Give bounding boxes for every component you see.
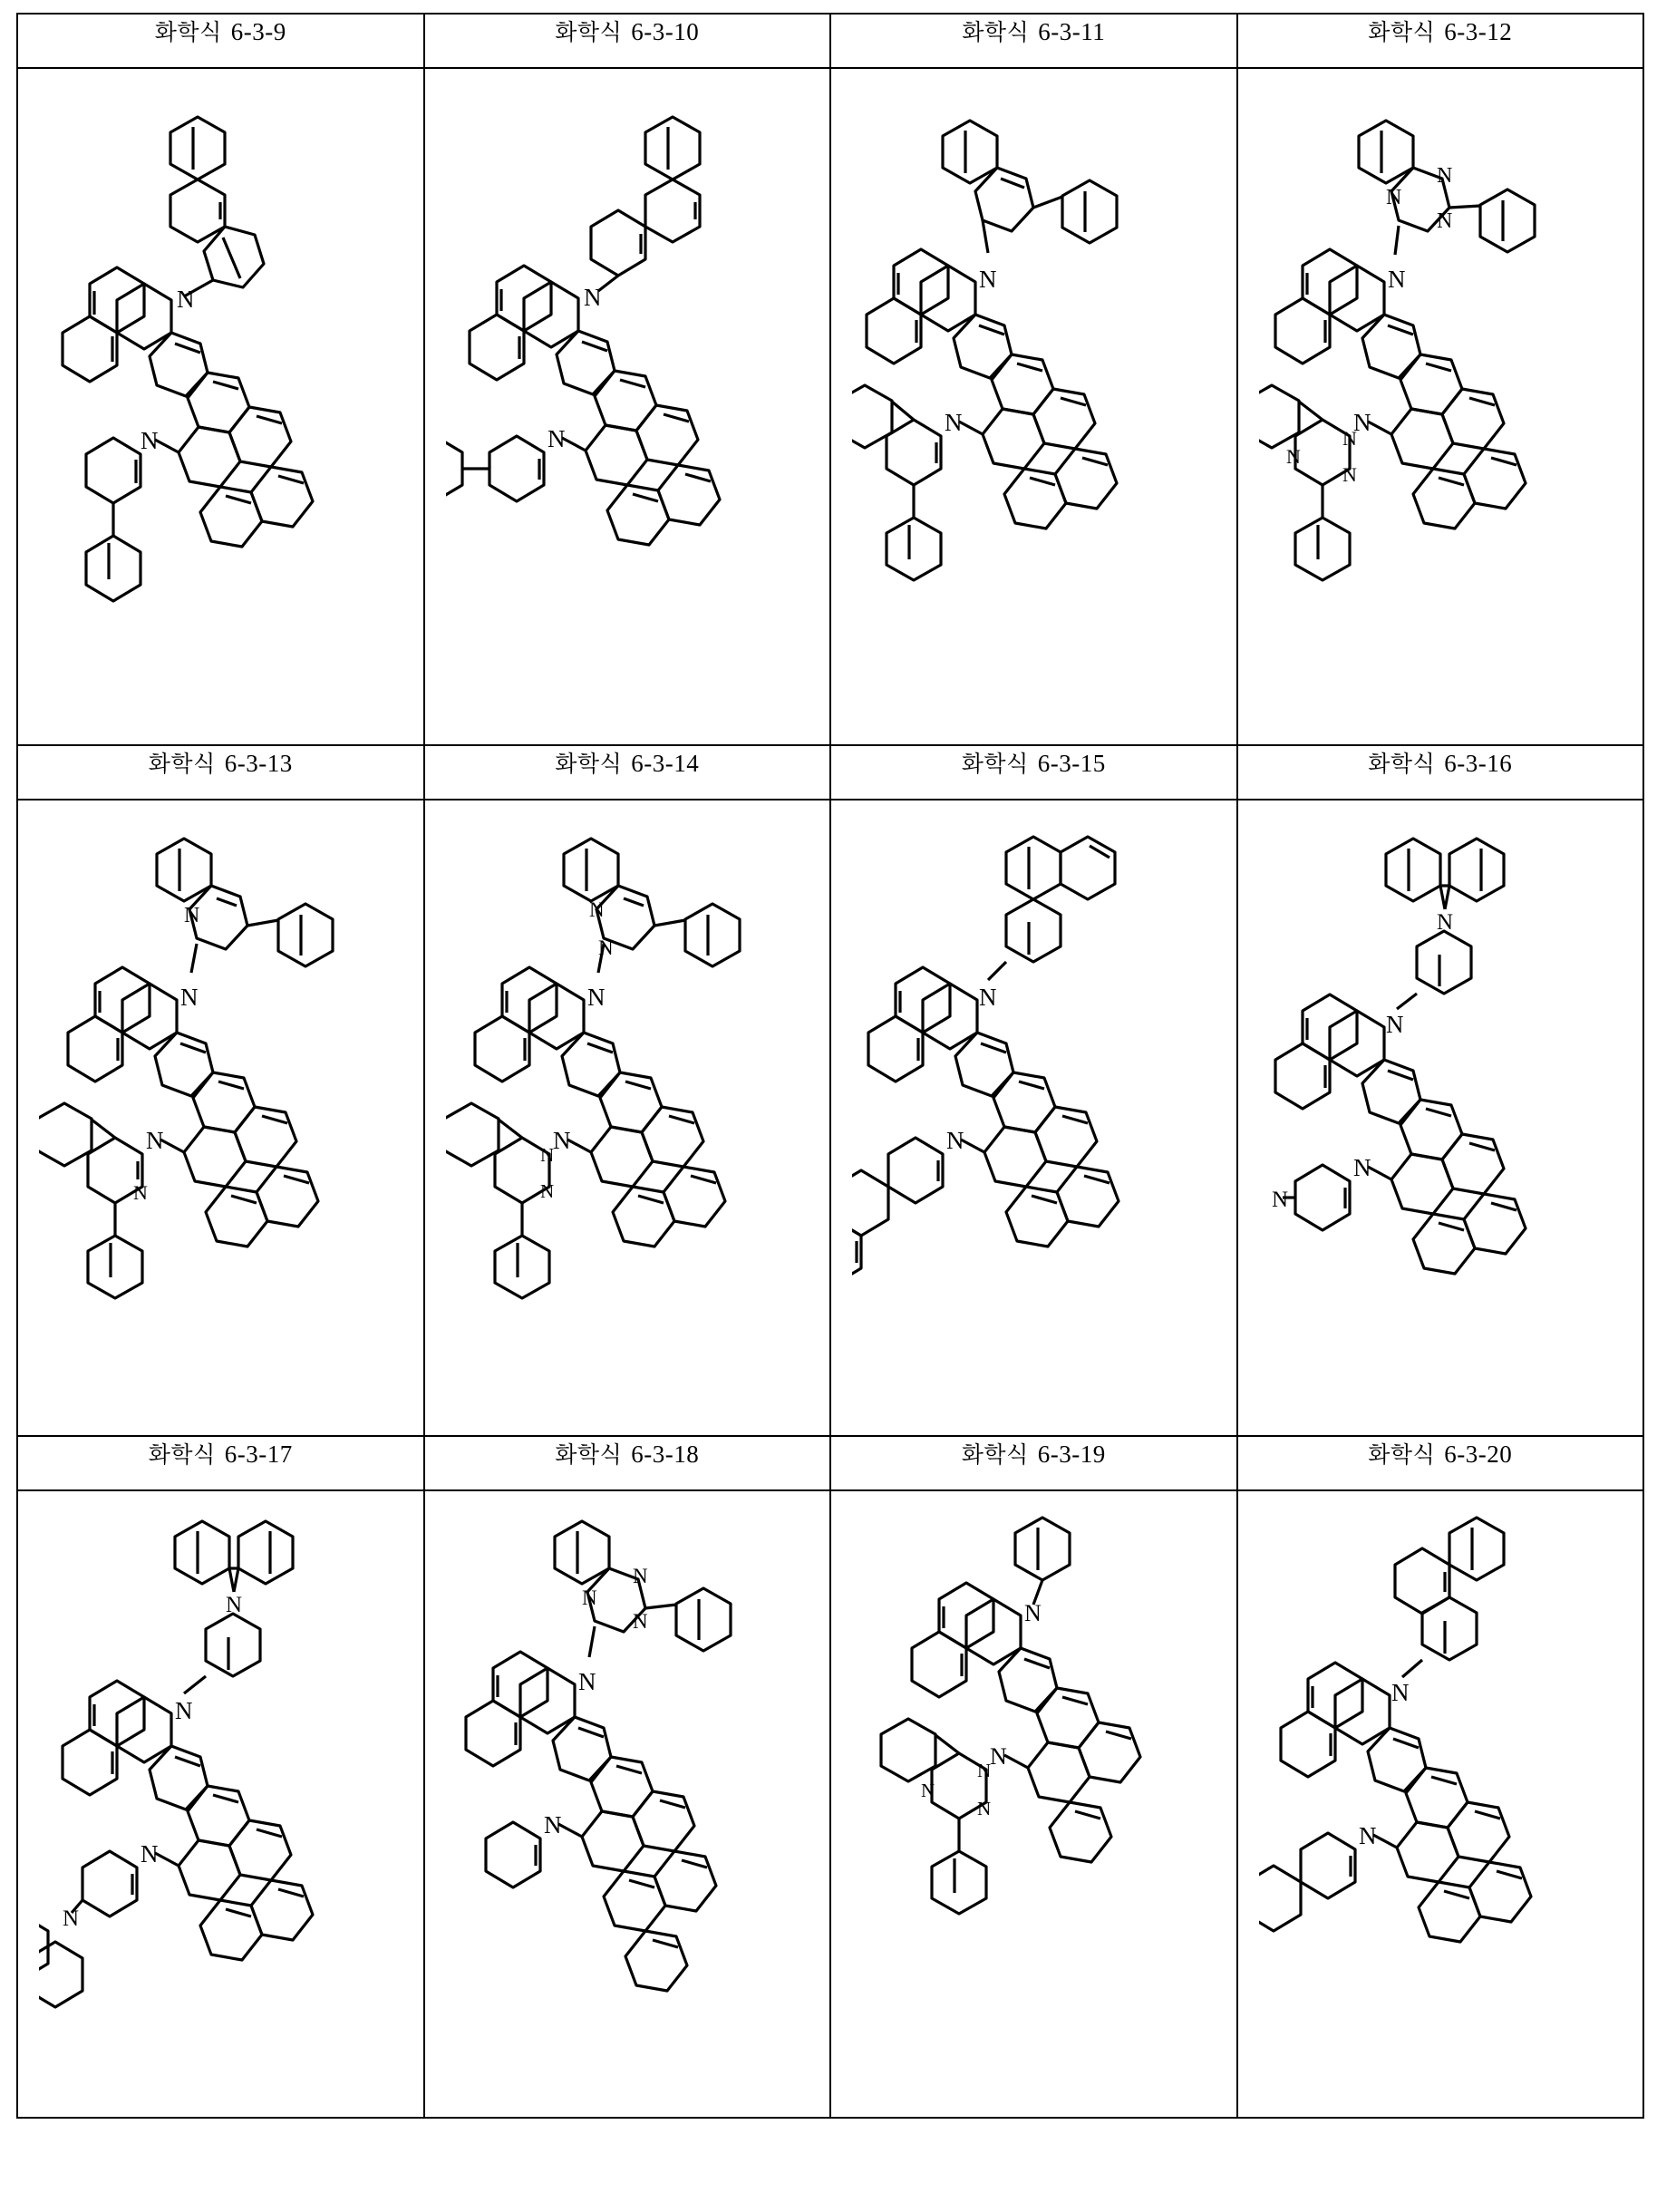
structure-cell-6-3-14 [424,800,831,1436]
molecule-6-3-19 [852,1505,1215,2103]
formula-label-cell [424,1436,831,1490]
svg-text:N: N [1436,209,1453,233]
structure-diagram [831,800,1236,1435]
svg-text:N: N [226,1593,243,1617]
molecule-6-3-16 [1259,819,1622,1417]
formula-label-cell [424,14,831,68]
formula-label-cell [830,14,1237,68]
structure-cell-6-3-17 [17,1490,424,2118]
svg-text:N: N [1358,1822,1377,1849]
table-row-labels-1 [17,14,1643,68]
structure-diagram [18,69,423,744]
svg-text:N: N [133,1181,149,1204]
structure-cell-6-3-15 [830,800,1237,1436]
formula-prefix: 화학식 [1368,1441,1436,1468]
formula-code: 6-3-12 [1444,18,1513,45]
formula-prefix: 화학식 [148,751,216,777]
svg-text:N: N [921,1780,935,1801]
structure-cell-6-3-10 [424,68,831,745]
molecule-6-3-9 [39,90,402,724]
molecule-6-3-13 [39,819,402,1417]
svg-text:N: N [977,1760,992,1781]
formula-code: 6-3-18 [631,1441,700,1468]
formula-prefix: 화학식 [1368,19,1436,45]
svg-text:N: N [175,1697,193,1724]
formula-prefix: 화학식 [555,19,623,45]
svg-text:N: N [1436,163,1453,188]
svg-text:N: N [1387,265,1406,293]
molecule-6-3-14 [446,819,809,1417]
formula-prefix: 화학식 [148,1441,216,1468]
formula-prefix: 화학식 [961,751,1029,777]
formula-label-cell [17,1436,424,1490]
svg-text:N: N [547,424,566,452]
svg-text:N: N [1436,910,1453,935]
svg-text:N: N [1024,1600,1042,1626]
formula-code: 6-3-15 [1037,750,1106,777]
structure-diagram [1238,1491,1643,2117]
formula-label-cell [1237,745,1644,800]
formula-code: 6-3-11 [1038,18,1106,45]
formula-prefix: 화학식 [555,751,623,777]
table-row-structures-3 [17,1490,1643,2118]
svg-text:N: N [990,1743,1008,1770]
svg-text:N: N [141,1840,159,1868]
svg-text:N: N [184,904,200,927]
formula-code: 6-3-14 [631,750,700,777]
formula-code: 6-3-9 [230,18,286,45]
svg-text:N: N [1385,185,1402,209]
table-row-labels-3 [17,1436,1643,1490]
structure-diagram [425,1491,830,2117]
molecule-6-3-12 [1259,90,1622,724]
svg-text:N: N [177,285,195,313]
formula-code: 6-3-17 [224,1441,293,1468]
structure-cell-6-3-13 [17,800,424,1436]
svg-text:N: N [583,283,602,311]
svg-text:N: N [979,984,997,1011]
structure-diagram [425,800,830,1435]
structure-cell-6-3-9 [17,68,424,745]
svg-text:N: N [1352,408,1371,436]
structure-cell-6-3-12 [1237,68,1644,745]
svg-text:N: N [1342,462,1357,486]
formula-prefix: 화학식 [1368,751,1436,777]
table-row-structures-1 [17,68,1643,745]
molecule-6-3-18 [446,1505,809,2103]
formula-prefix: 화학식 [962,19,1030,45]
svg-text:N: N [1352,1154,1371,1181]
structure-diagram [1238,69,1643,744]
svg-text:N: N [539,1144,554,1166]
svg-text:N: N [581,1586,597,1609]
molecule-6-3-20 [1259,1505,1622,2103]
table-row-structures-2 [17,800,1643,1436]
formula-code: 6-3-19 [1037,1441,1106,1468]
structure-cell-6-3-19 [830,1490,1237,2118]
molecule-6-3-11 [852,90,1215,724]
formula-prefix: 화학식 [961,1441,1029,1468]
svg-text:N: N [146,1127,164,1154]
formula-label-cell [1237,14,1644,68]
table-row-labels-2 [17,745,1643,800]
structure-cell-6-3-16 [1237,800,1644,1436]
formula-label-cell [17,745,424,800]
svg-text:N: N [1271,1188,1288,1212]
svg-text:N: N [1342,426,1357,450]
formula-label-cell [424,745,831,800]
formula-label-cell [830,1436,1237,1490]
formula-label-cell [17,14,424,68]
structure-diagram [18,800,423,1435]
formula-code: 6-3-16 [1444,750,1513,777]
structure-diagram [831,69,1236,744]
svg-text:N: N [141,426,159,454]
svg-text:N: N [586,984,606,1011]
structure-diagram [1238,800,1643,1435]
svg-text:N: N [945,408,963,436]
svg-text:N: N [588,898,605,921]
structure-cell-6-3-18 [424,1490,831,2118]
formula-code: 6-3-20 [1444,1441,1513,1468]
svg-text:N: N [632,1610,648,1633]
svg-text:N: N [577,1668,596,1695]
formula-code: 6-3-13 [224,750,293,777]
molecule-6-3-10 [446,90,809,724]
structure-diagram [425,69,830,744]
chemical-formula-table [16,13,1644,2119]
svg-text:N: N [597,936,614,959]
structure-diagram [831,1491,1236,2117]
svg-text:N: N [1385,1011,1404,1038]
svg-text:N: N [552,1127,571,1154]
svg-text:N: N [63,1906,80,1931]
structure-diagram [18,1491,423,2117]
formula-prefix: 화학식 [555,1441,623,1468]
svg-text:N: N [946,1127,964,1154]
svg-text:N: N [539,1180,554,1202]
svg-text:N: N [543,1811,562,1838]
formula-prefix: 화학식 [154,19,222,45]
svg-text:N: N [1391,1679,1410,1706]
formula-label-cell [1237,1436,1644,1490]
molecule-6-3-17 [39,1505,402,2103]
svg-text:N: N [979,265,997,293]
svg-text:N: N [632,1565,648,1587]
svg-text:N: N [977,1798,992,1819]
molecule-6-3-15 [852,819,1215,1417]
formula-code: 6-3-10 [631,18,700,45]
formula-label-cell [830,745,1237,800]
structure-cell-6-3-20 [1237,1490,1644,2118]
svg-text:N: N [180,984,199,1011]
svg-text:N: N [1285,444,1301,468]
structure-cell-6-3-11 [830,68,1237,745]
